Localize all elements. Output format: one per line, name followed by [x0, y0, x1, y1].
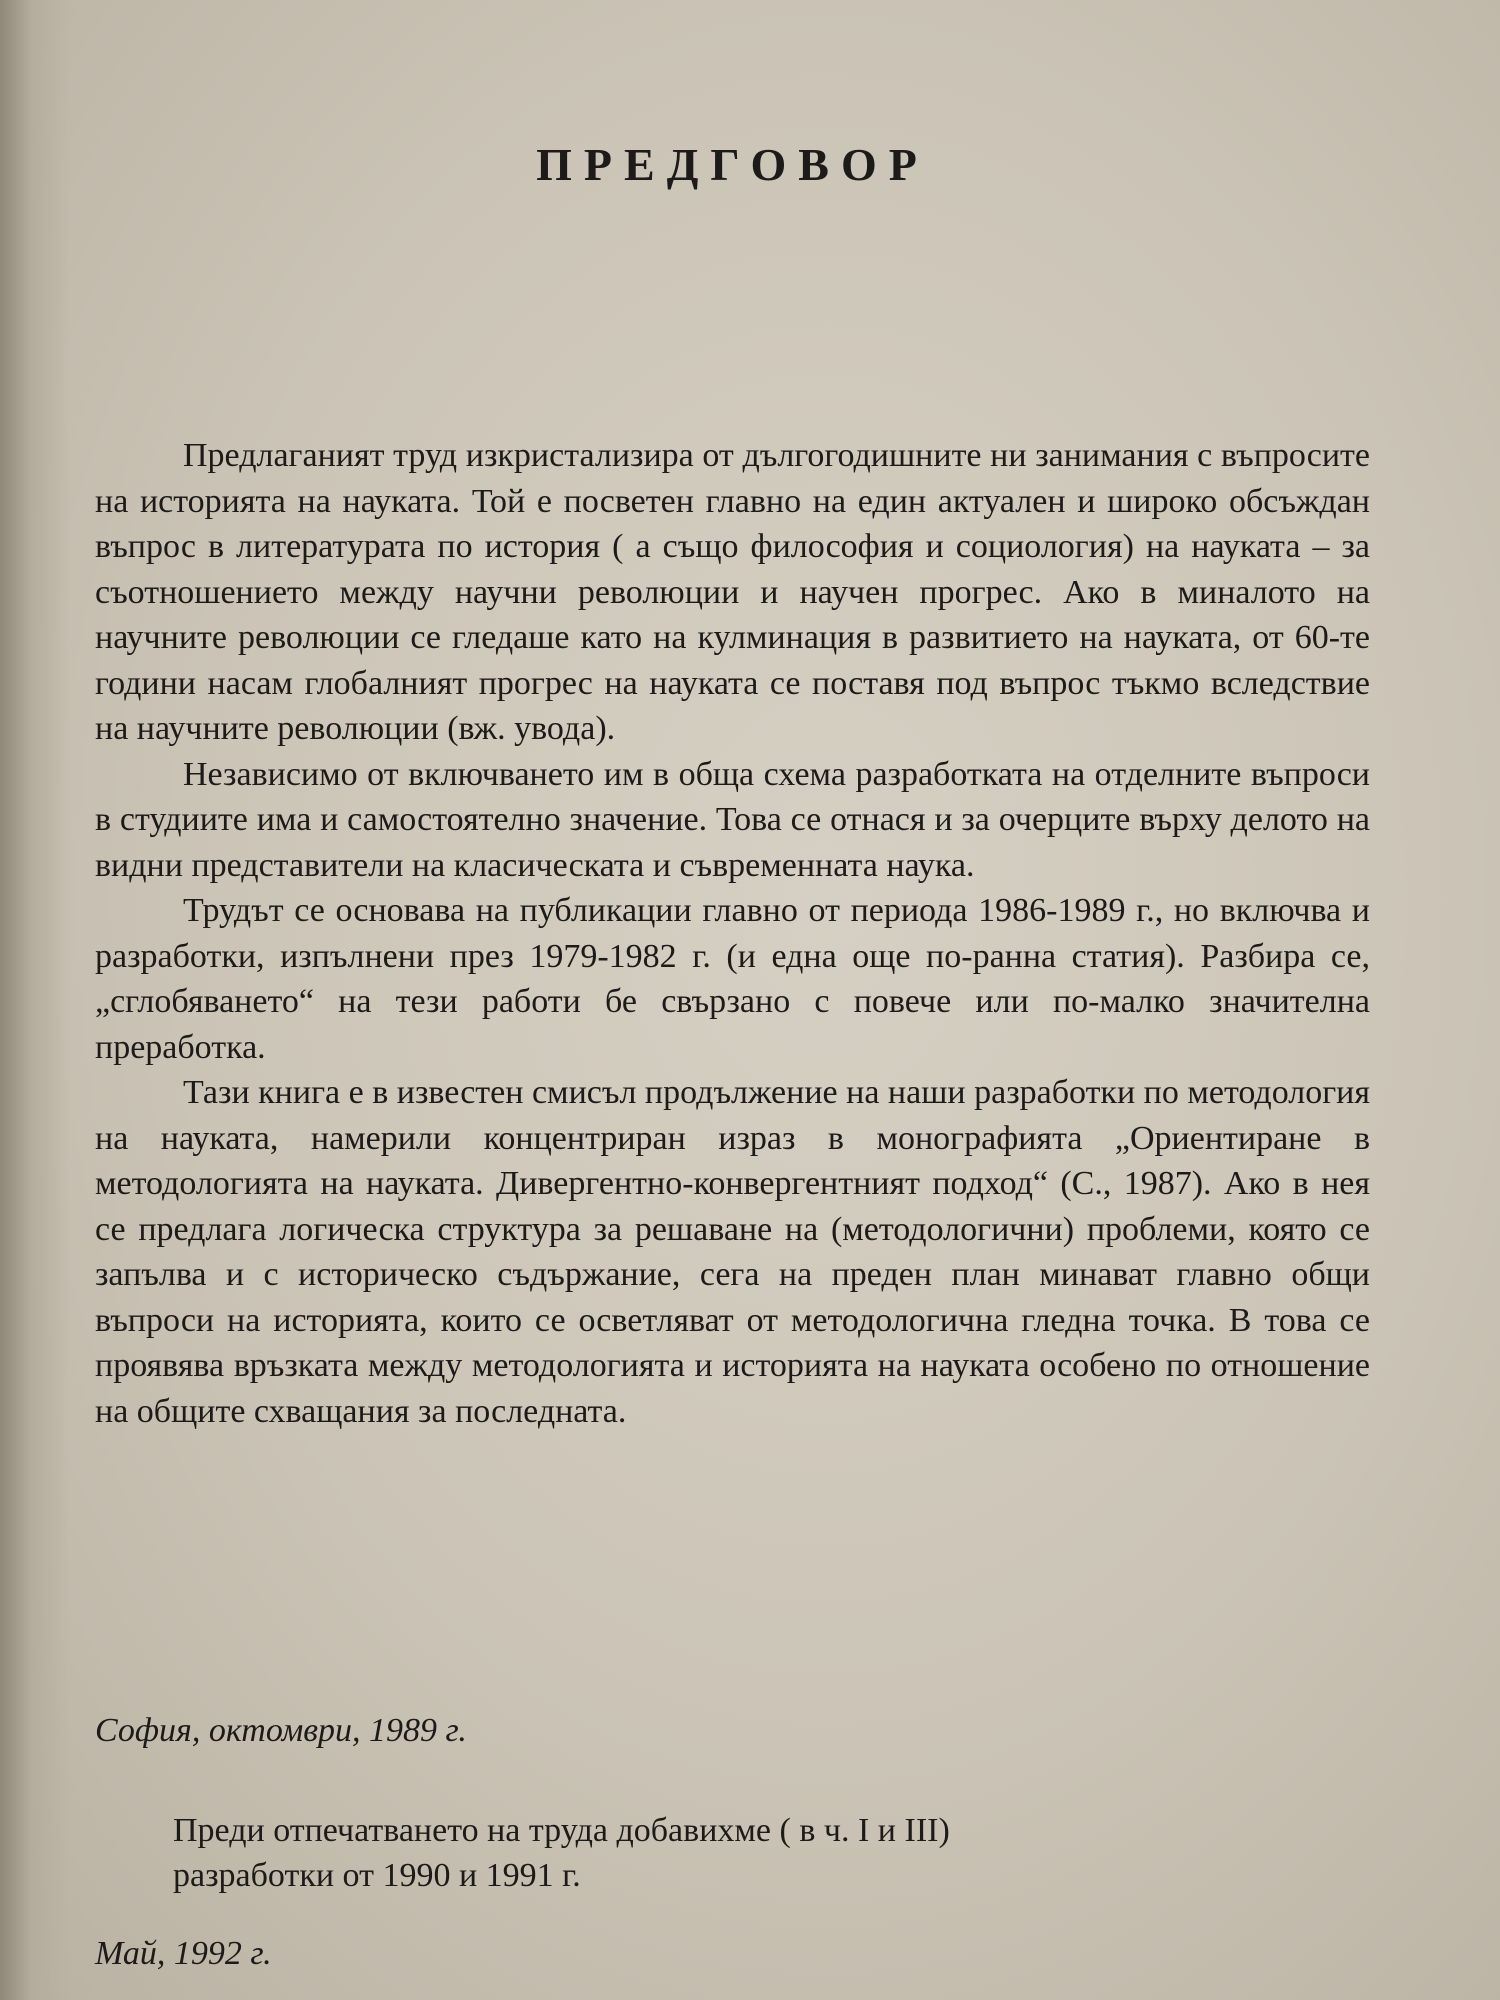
addendum-note	[173, 1808, 1293, 1898]
paragraph-1: Предлаганият труд изкристализира от дългогодишните ни занимания с въпросите на историята на науката. Той е посветен главно на един актуален и широко обсъждан въпрос в литературата по история ( а също философия и социология) на науката – за съотношението между научни революции и научен прогрес. Ако в миналото на научните революции се гледаше като на кулминация в развитието на науката, от 60-те години насам глобалният прогрес на науката се поставя под въпрос тъкмо вследствие на научните революции (вж. увода).	[95, 437, 1370, 747]
page-title: ПРЕДГОВОР	[536, 139, 929, 190]
paragraph-2: Независимо от включването им в обща схема разработката на отделните въпроси в студиите има и самостоятелно значение. Това се отнася и за очерците върху делото на видни представители на класическата и съвременната наука.	[95, 755, 1370, 884]
place-date: София, октомври, 1989 г.	[95, 1712, 467, 1749]
addendum-line-2: разработки от 1990 и 1991 г.	[173, 1857, 581, 1894]
spine-shadow	[0, 0, 70, 2000]
preface-body	[95, 433, 1370, 1434]
paragraph-3: Трудът се основава на публикации главно от периода 1986-1989 г., но включва и разработки, изпълнени през 1979-1982 г. (и една още по-ранна статия). Разбира се, „сглобяването“ на тези работи бе свързано с повече или по-малко значителна преработка.	[95, 892, 1370, 1066]
paragraph-4: Тази книга е в известен смисъл продължение на наши разработки по методология на науката, намерили концентриран израз в монографията „Ориентиране в методологията на науката. Дивергентно-конвергентният подход“ (С., 1987). Ако в нея се предлага логическа структура за решаване на (методологични) проблеми, която се запълва и с историческо съдържание, сега на преден план минават главно общи въпроси на историята, които се осветляват от методологична гледна точка. В това се проявява връзката между методологията и историята на науката особено по отношение на общите схващания за последната.	[95, 1074, 1370, 1430]
final-date: Май, 1992 г.	[95, 1935, 272, 1972]
addendum-line-1: Преди отпечатването на труда добавихме ( в ч. I и III)	[173, 1812, 950, 1849]
